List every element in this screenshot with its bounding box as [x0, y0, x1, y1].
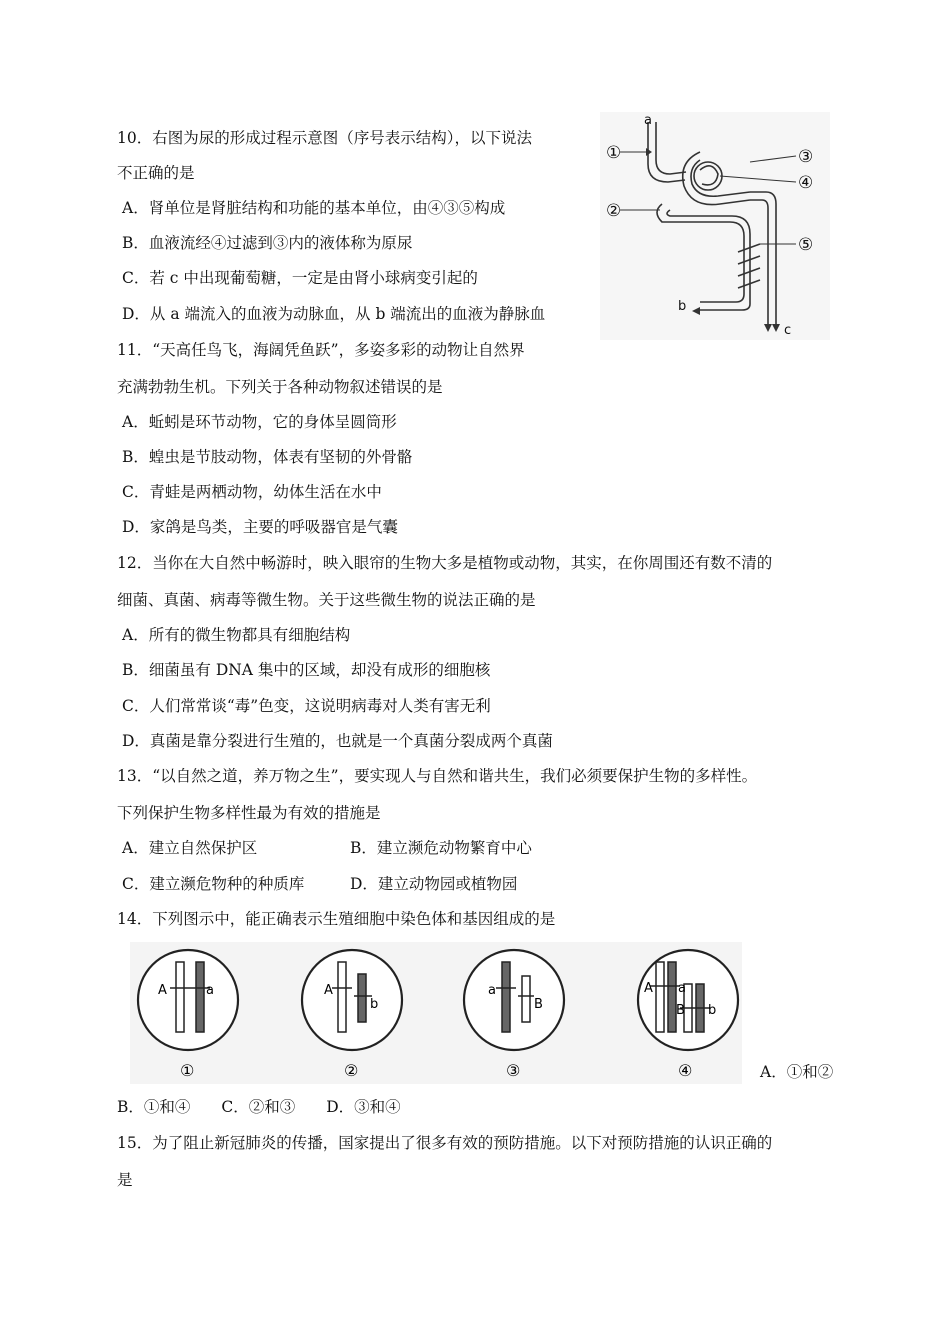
diagram-label-b: b: [678, 299, 687, 314]
q11-option-d: D．家鸽是鸟类，主要的呼吸器官是气囊: [122, 518, 398, 536]
q10-stem-line1: 10．右图为尿的形成过程示意图（序号表示结构），以下说法: [117, 129, 532, 147]
cell-2-number: ②: [344, 1061, 359, 1080]
q11-option-a: A．蚯蚓是环节动物，它的身体呈圆筒形: [122, 413, 397, 431]
q11-option-b: B．蝗虫是节肢动物，体表有坚韧的外骨骼: [122, 448, 413, 466]
diagram-label-3: ③: [798, 147, 814, 167]
q11-stem-line1: 11．“天高任鸟飞，海阔凭鱼跃”，多姿多彩的动物让自然界: [117, 341, 525, 359]
q11-stem-line2: 充满勃勃生机。下列关于各种动物叙述错误的是: [117, 378, 443, 396]
q12-stem-line1: 12．当你在大自然中畅游时，映入眼帘的生物大多是植物或动物，其实，在你周围还有数不清的: [117, 554, 773, 572]
cell-4-gene-1: A: [644, 981, 653, 996]
q15-stem-line1: 15．为了阻止新冠肺炎的传播，国家提出了很多有效的预防措施。以下对预防措施的认识正确的: [117, 1134, 773, 1152]
cell-4-gene-2: a: [678, 981, 686, 996]
q11-option-c: C．青蛙是两栖动物，幼体生活在水中: [122, 483, 382, 501]
q13-option-b: B．建立濒危动物繁育中心: [350, 839, 532, 857]
cell-4-number: ④: [678, 1061, 693, 1080]
q13-option-d: D．建立动物园或植物园: [350, 875, 518, 893]
q13-stem-line1: 13．“以自然之道，养万物之生”，要实现人与自然和谐共生，我们必须要保护生物的多样性。: [117, 767, 758, 785]
diagram-label-c: c: [784, 323, 792, 338]
chromosome-cells-figure: [130, 942, 742, 1084]
q12-stem-line2: 细菌、真菌、病毒等微生物。关于这些微生物的说法正确的是: [117, 591, 536, 609]
q13-option-a: A．建立自然保护区: [122, 839, 258, 857]
q14-option-a: A．①和②: [760, 1063, 834, 1081]
q12-option-b: B．细菌虽有 DNA 集中的区域，却没有成形的细胞核: [122, 661, 491, 679]
cell-1-number: ①: [180, 1061, 195, 1080]
cell-1-gene-2: a: [206, 983, 214, 998]
diagram-label-4: ④: [798, 173, 814, 193]
diagram-label-a: a: [644, 113, 652, 128]
q14-options-bcd: B．①和④ C．②和③ D．③和④: [117, 1098, 401, 1116]
q10-option-d: D．从 a 端流入的血液为动脉血，从 b 端流出的血液为静脉血: [122, 305, 546, 323]
q10-option-b: B．血液流经④过滤到③内的液体称为原尿: [122, 234, 413, 252]
nephron-diagram: [600, 112, 830, 340]
q10-option-c: C．若 c 中出现葡萄糖，一定是由肾小球病变引起的: [122, 269, 478, 287]
q12-option-c: C．人们常常谈“毒”色变，这说明病毒对人类有害无利: [122, 697, 491, 715]
cell-3-gene-2: B: [534, 997, 543, 1012]
cell-3-gene-1: a: [488, 983, 496, 998]
q10-stem-line2: 不正确的是: [117, 164, 195, 182]
cell-2-gene-1: A: [324, 983, 333, 998]
q15-stem-line2: 是: [117, 1171, 133, 1189]
q14-stem: 14．下列图示中，能正确表示生殖细胞中染色体和基因组成的是: [117, 910, 556, 928]
diagram-label-5: ⑤: [798, 235, 814, 255]
q13-option-c: C．建立濒危物种的种质库: [122, 875, 305, 893]
cell-4-gene-3: B: [676, 1003, 685, 1018]
q12-option-a: A．所有的微生物都具有细胞结构: [122, 626, 351, 644]
cell-4-gene-4: b: [708, 1003, 717, 1018]
cell-1-gene-1: A: [158, 983, 167, 998]
q10-option-a: A．肾单位是肾脏结构和功能的基本单位，由④③⑤构成: [122, 199, 506, 217]
cell-2-gene-2: b: [370, 997, 379, 1012]
diagram-label-2: ②: [606, 201, 622, 221]
q13-stem-line2: 下列保护生物多样性最为有效的措施是: [117, 804, 381, 822]
cell-3-number: ③: [506, 1061, 521, 1080]
q12-option-d: D．真菌是靠分裂进行生殖的，也就是一个真菌分裂成两个真菌: [122, 732, 553, 750]
diagram-label-1: ①: [606, 143, 622, 163]
